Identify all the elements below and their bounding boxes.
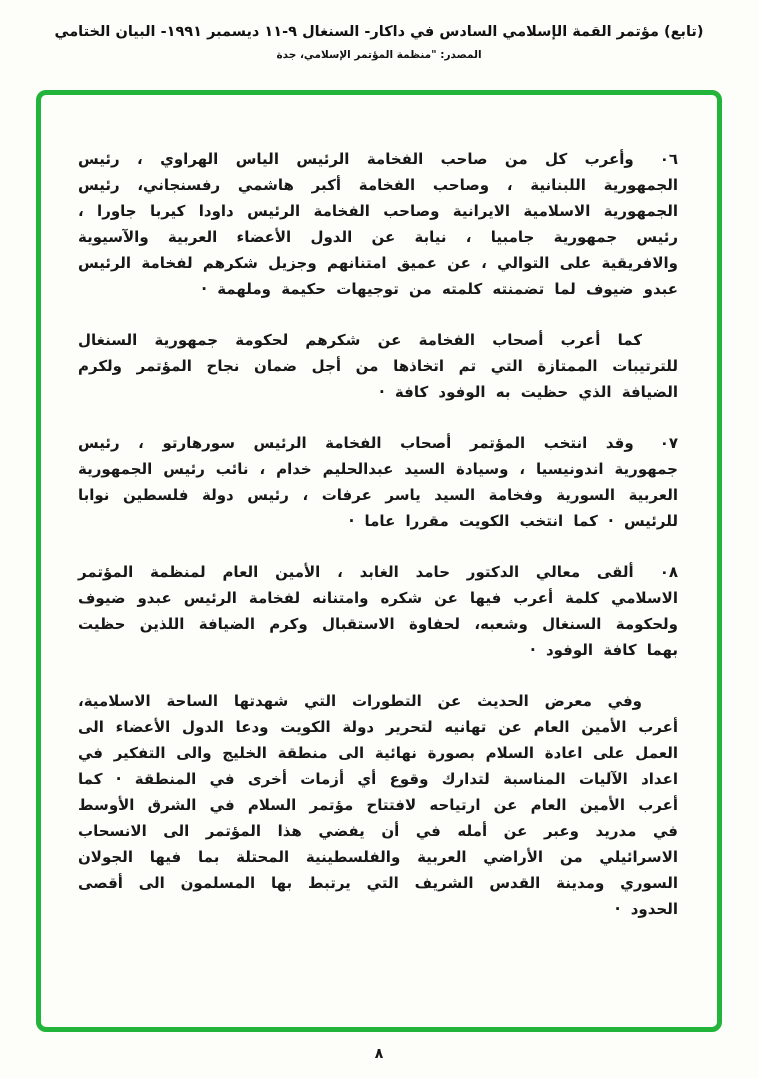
paragraph-6 bbox=[78, 146, 678, 302]
header-title: (تابع) مؤتمر القمة الإسلامي السادس في داكار- السنغال ٩-١١ ديسمبر ١٩٩١- البيان الختامي bbox=[54, 24, 704, 40]
document-body bbox=[78, 146, 678, 947]
paragraph-closing bbox=[78, 688, 678, 922]
document-header bbox=[0, 24, 758, 61]
paragraph-7 bbox=[78, 430, 678, 534]
paragraph-6b-text: كما أعرب أصحاب الفخامة عن شكرهم لحكومة جمهورية السنغال للترتيبات الممتازة التي تم اتخاذها من أجل ضمان نجاح المؤتمر ولكرم الضيافة الذي حظيت به الوفود كافة · bbox=[78, 331, 678, 401]
paragraph-7-number: ٧٠ bbox=[659, 434, 678, 452]
paragraph-6-number: ٦٠ bbox=[659, 150, 678, 168]
header-source: المصدر: "منظمة المؤتمر الإسلامي، جدة bbox=[276, 49, 482, 61]
paragraph-8 bbox=[78, 559, 678, 663]
paragraph-6-text: وأعرب كل من صاحب الفخامة الرئيس الياس الهراوي ، رئيس الجمهورية اللبنانية ، وصاحب الفخامة أكبر هاشمي رفسنجاني، رئيس الجمهورية الاسلامية الايرانية وصاحب الفخامة الرئيس داودا كيربا جاورا ، رئيس جمهورية جامبيا ، نيابة عن الدول الأعضاء العربية والآسيوية والافريقية على التوالي ، عن عميق امتنانهم وجزيل شكرهم لفخامة الرئيس عبدو ضيوف لما تضمنته كلمته من توجيهات حكيمة وملهمة · bbox=[78, 150, 678, 298]
paragraph-6-continuation bbox=[78, 327, 678, 405]
paragraph-8-text: ألقى معالي الدكتور حامد الغابد ، الأمين العام لمنظمة المؤتمر الاسلامي كلمة أعرب فيها عن شكره وامتنانه لفخامة الرئيس عبدو ضيوف ولحكومة السنغال وشعبه، لحفاوة الاستقبال وكرم الضيافة اللذين حظيت بهما كافة الوفود · bbox=[78, 563, 678, 659]
paragraph-7-text: وقد انتخب المؤتمر أصحاب الفخامة الرئيس سورهارتو ، رئيس جمهورية اندونيسيا ، وسيادة السيد عبدالحليم خدام ، نائب رئيس الجمهورية العربية السورية وفخامة السيد ياسر عرفات ، رئيس دولة فلسطين نوابا للرئيس · كما انتخب الكويت مقررا عاما · bbox=[78, 434, 678, 530]
paragraph-closing-text: وفي معرض الحديث عن التطورات التي شهدتها الساحة الاسلامية، أعرب الأمين العام عن تهانيه لتحرير دولة الكويت ودعا الدول الأعضاء الى العمل على اعادة السلام بصورة نهائية الى منطقة الخليج والى التفكير في اعداد الآليات المناسبة لتدارك وقوع أي أزمات أخرى في المنطقة · كما أعرب الأمين العام عن ارتياحه لافتتاح مؤتمر السلام في الشرق الأوسط في مدريد وعبر عن أمله في أن يفضي هذا المؤتمر الى الانسحاب الاسرائيلي من الأراضي العربية والفلسطينية المحتلة بما فيها الجولان السوري ومدينة القدس الشريف التي يرتبط بها المسلمون الى أقصى الحدود · bbox=[78, 692, 678, 918]
page-number: ٨ bbox=[374, 1046, 384, 1062]
paragraph-8-number: ٨٠ bbox=[659, 563, 678, 581]
